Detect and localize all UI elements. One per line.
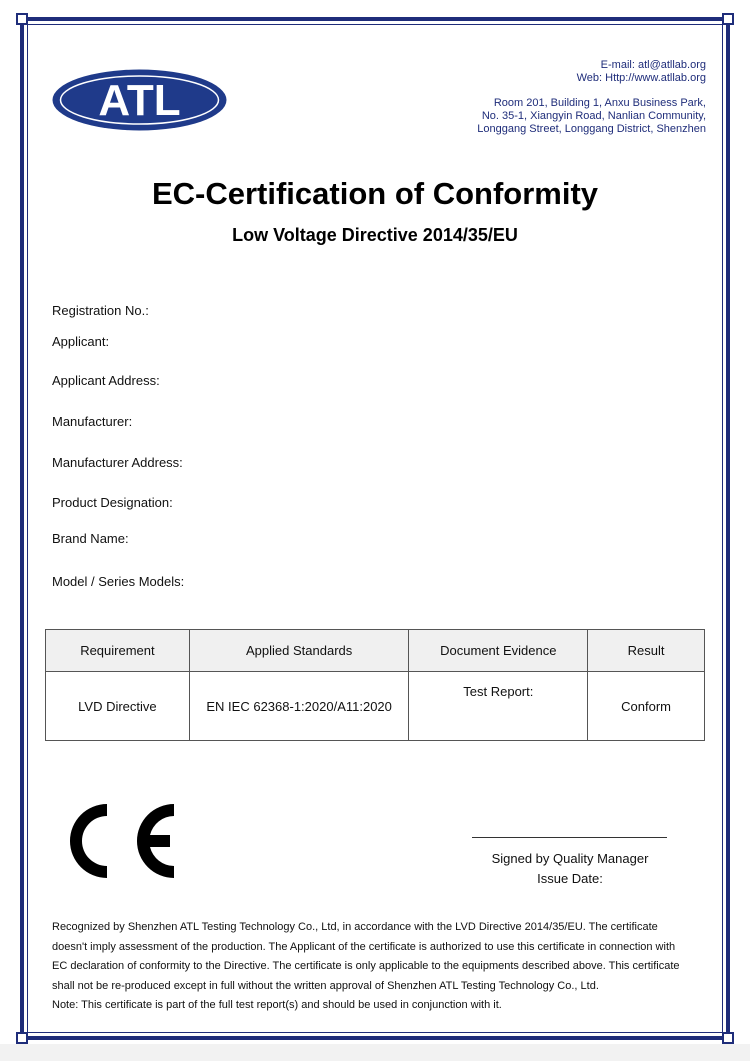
corner-ornament [16,1032,28,1044]
header-document-evidence: Document Evidence [409,630,588,672]
address-line: Room 201, Building 1, Anxu Business Park, [493,97,706,109]
manufacturer-address-label: Manufacturer Address: [52,455,183,470]
signed-by-label: Signed by Quality Manager [491,851,649,866]
footer-line: EC declaration of conformity to the Directive. The certificate is only applicable to the equipments described above. This certificate [52,960,680,972]
ce-mark-icon [66,800,178,882]
applicant-address-label: Applicant Address: [52,373,160,388]
corner-ornament [16,13,28,25]
cell-result: Conform [588,672,705,741]
corner-ornament [722,1032,734,1044]
signature-line [472,837,667,838]
header-result: Result [588,630,705,672]
standards-table [45,629,705,741]
footer-line: shall not be re-produced except in full without the written approval of Shenzhen ATL Testing Technology Co., Ltd. [52,979,599,992]
manufacturer-label: Manufacturer: [52,414,133,429]
issue-date-label: Issue Date: [537,871,603,886]
web-text: Web: Http://www.atllab.org [576,72,706,84]
logo-text: ATL [98,76,181,125]
table-header-row [46,630,705,672]
header-applied-standards: Applied Standards [189,630,409,672]
cell-requirement: LVD Directive [46,672,190,741]
footer-note: Note: This certificate is part of the full test report(s) and should be used in conjunction with it. [52,999,502,1011]
certificate-subtitle: Low Voltage Directive 2014/35/EU [232,225,518,245]
address-block [477,97,706,136]
model-series-label: Model / Series Models: [52,574,185,589]
footer-line: doesn't imply assessment of the production. The Applicant of the certificate is authorized to use this certificate in connection with [52,940,676,953]
product-designation-label: Product Designation: [52,495,173,510]
atl-logo [52,69,227,131]
footer-statement [52,918,704,1016]
cell-applied-standard: EN IEC 62368-1:2020/A11:2020 [189,672,409,741]
corner-ornament [722,13,734,25]
registration-no-label: Registration No.: [52,303,149,318]
cell-document-evidence: Test Report: [409,672,588,741]
page-bottom-margin [0,1044,750,1061]
address-line: No. 35-1, Xiangyin Road, Nanlian Community, [481,110,706,122]
footer-line: Recognized by Shenzhen ATL Testing Technology Co., Ltd, in accordance with the LVD Directive 2014/35/EU. The certificate [52,921,658,933]
contact-block [577,59,706,85]
header-requirement: Requirement [46,630,190,672]
certificate-title: EC-Certification of Conformity [151,176,599,211]
address-line: Longgang Street, Longgang District, Shenzhen [477,123,706,135]
brand-name-label: Brand Name: [52,531,129,546]
table-row [46,672,705,741]
applicant-label: Applicant: [52,334,110,349]
email-text: E-mail: atl@atllab.org [600,59,706,71]
